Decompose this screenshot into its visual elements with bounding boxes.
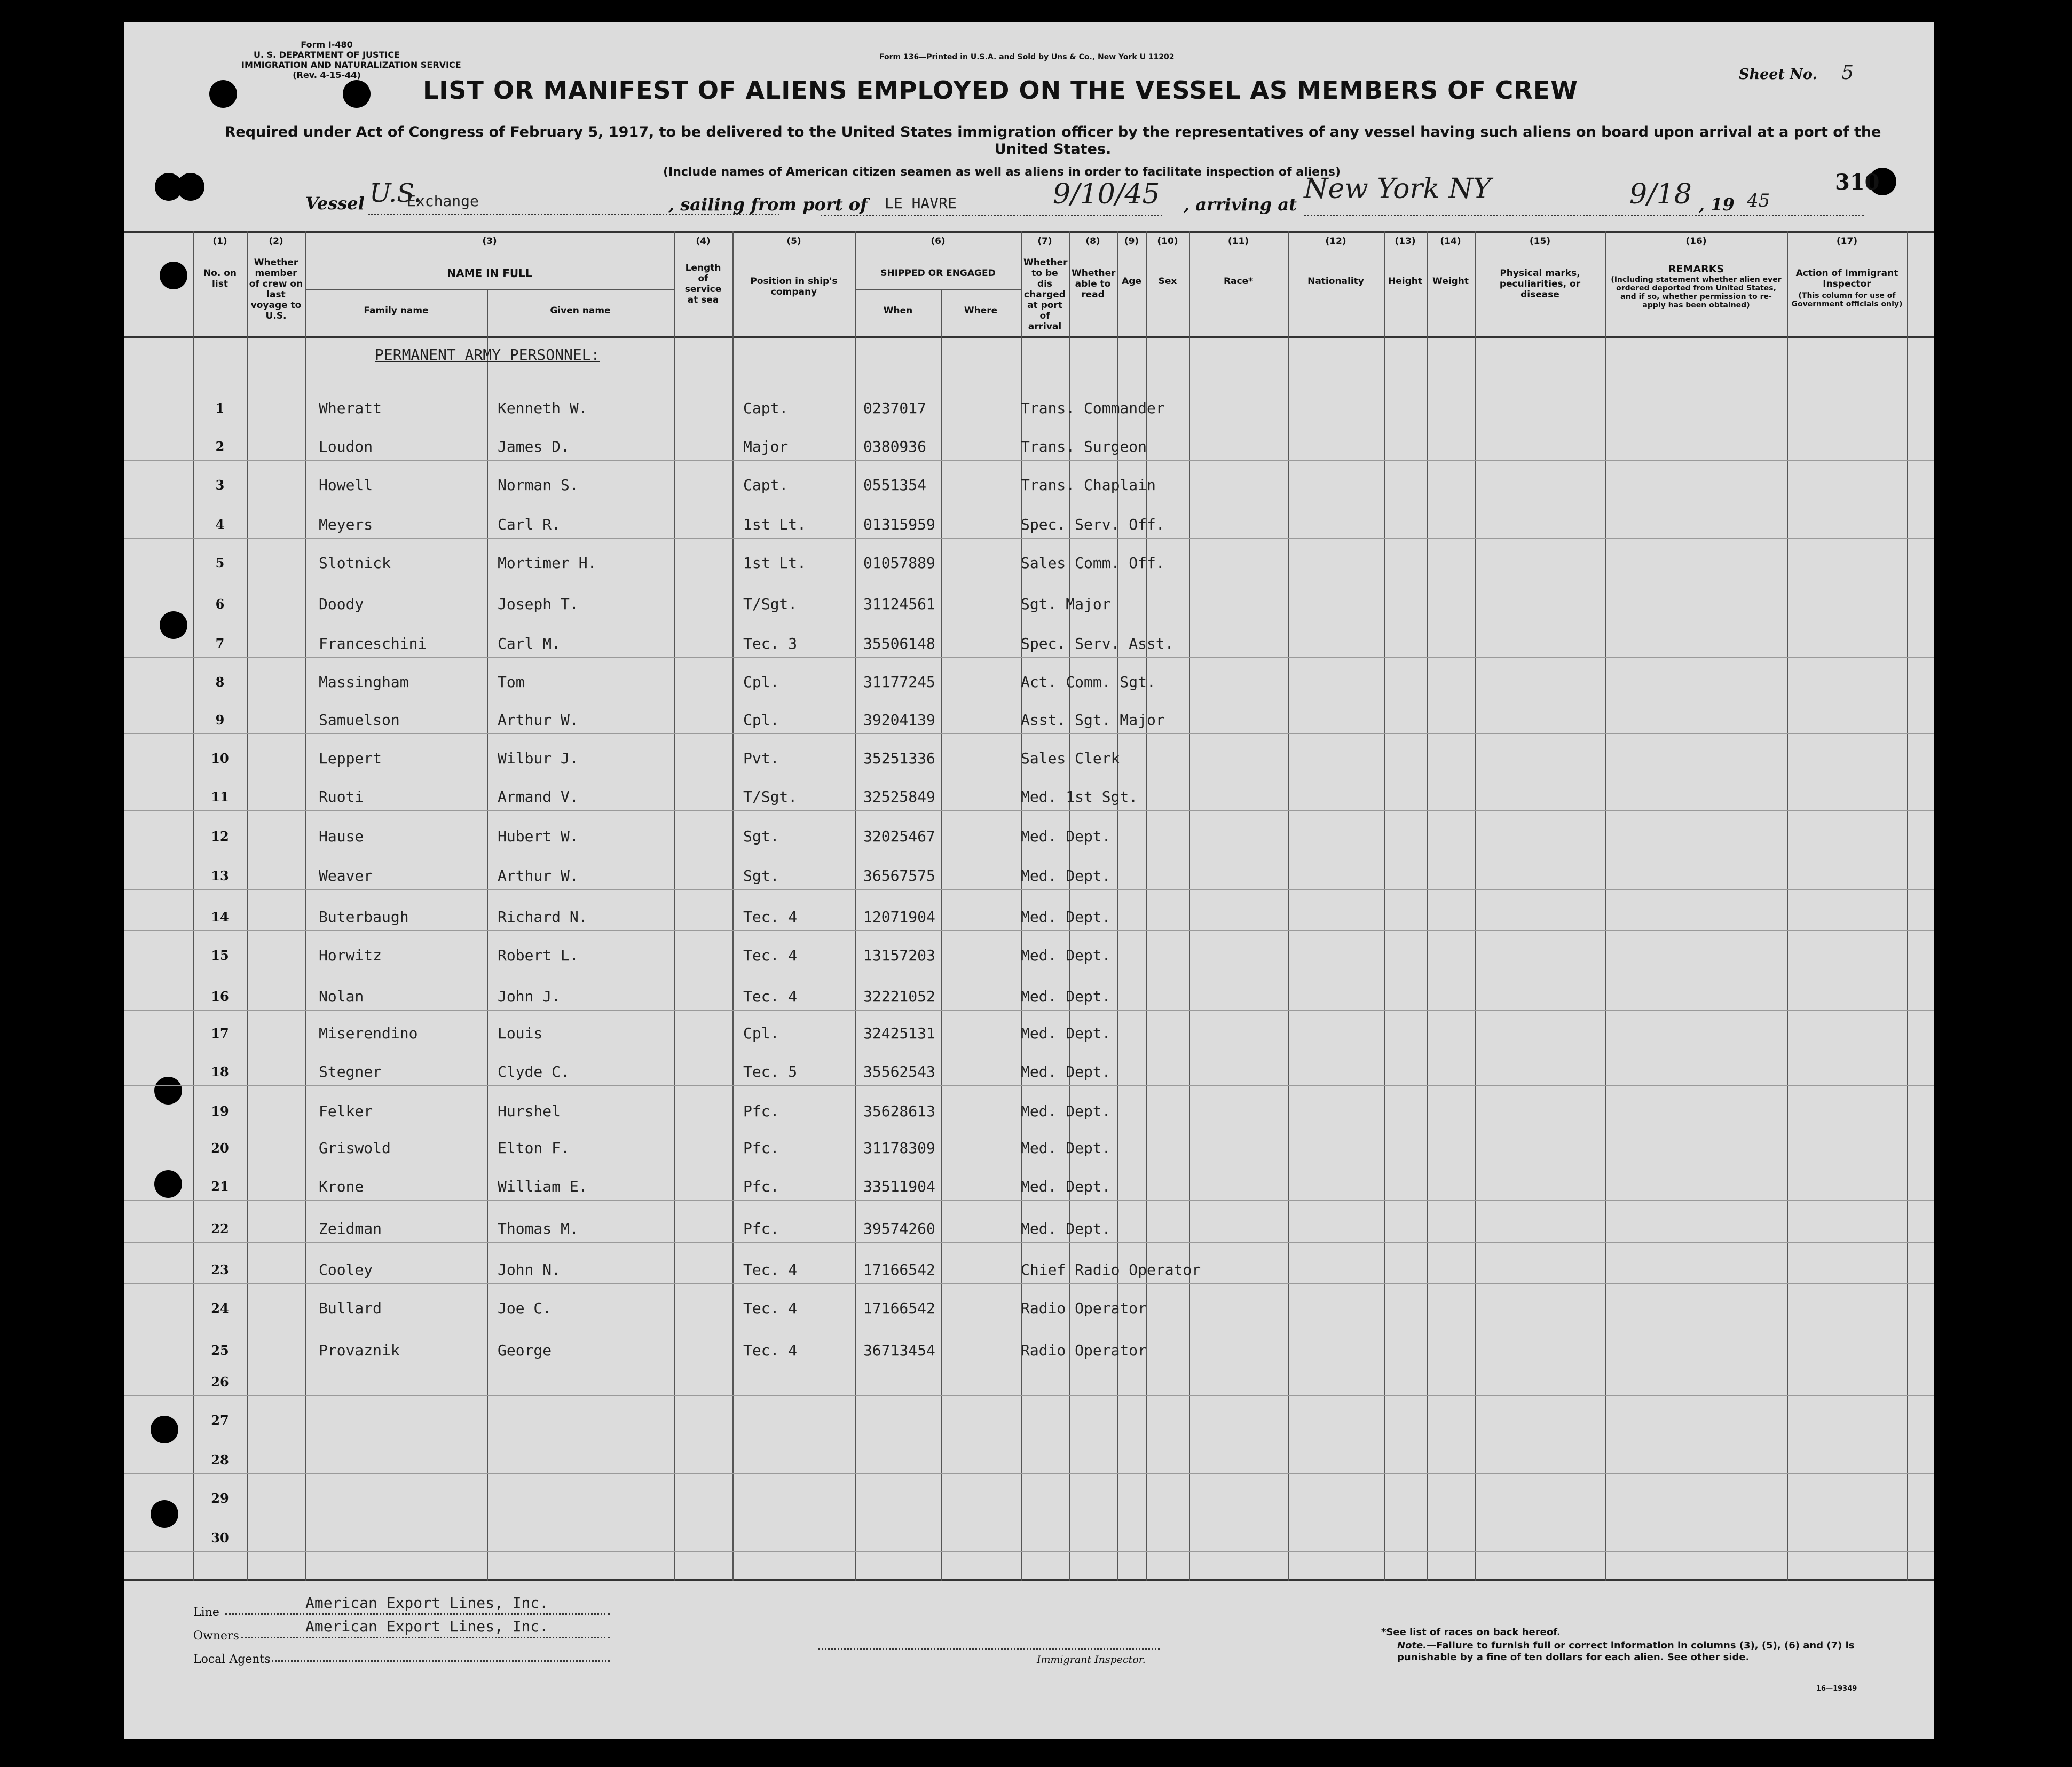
position-cell: Pfc. — [743, 1178, 779, 1195]
family-name-cell: Cooley — [319, 1260, 373, 1279]
col-header-no-on-list: No. on list — [203, 268, 237, 289]
row-number: 25 — [211, 1342, 229, 1358]
row-number: 5 — [215, 555, 225, 571]
row-number: 27 — [211, 1413, 229, 1429]
fine-note — [1397, 1640, 1878, 1663]
position-cell: Pfc. — [743, 1220, 779, 1238]
department-name: U. S. DEPARTMENT OF JUSTICE — [253, 50, 400, 60]
shipped-when-cell: 13157203 — [863, 946, 935, 964]
col-header-able-to-read: Whether able to read — [1072, 268, 1116, 300]
remark-cell: Med. Dept. — [1021, 1102, 1111, 1120]
family-name-cell: Franceschini — [319, 634, 427, 652]
position-cell: Sgt. — [743, 867, 779, 885]
col-header-given-name: Given name — [550, 305, 611, 316]
position-cell: Sgt. — [743, 827, 779, 846]
given-name-cell: John N. — [498, 1260, 561, 1279]
given-name-cell: Joseph T. — [498, 595, 579, 613]
row-number: 9 — [215, 712, 225, 728]
row-number: 22 — [211, 1221, 229, 1237]
row-number: 1 — [215, 400, 225, 416]
row-number: 7 — [215, 635, 225, 651]
family-name-cell: Felker — [319, 1102, 373, 1120]
remark-cell: Chief Radio Operator — [1021, 1260, 1201, 1279]
shipped-when-cell: 32425131 — [863, 1024, 935, 1042]
col-header-discharged: Whether to be dis charged at port of arrival — [1023, 257, 1068, 332]
position-cell: Cpl. — [743, 1024, 779, 1042]
family-name-cell: Meyers — [319, 516, 373, 534]
printer-note: Form 136—Printed in U.S.A. and Sold by Uns & Co., New York U 11202 — [879, 53, 1175, 61]
given-name-cell: Carl M. — [498, 634, 561, 652]
family-name-cell: Doody — [319, 595, 364, 613]
remark-cell: Med. Dept. — [1021, 1062, 1111, 1080]
row-number: 8 — [215, 674, 225, 690]
year-prefix: , 19 — [1699, 194, 1735, 215]
col-header-when: When — [883, 305, 913, 316]
family-name-cell: Massingham — [319, 673, 409, 691]
owners-value: American Export Lines, Inc. — [305, 1618, 549, 1635]
remark-cell: Med. Dept. — [1021, 1220, 1111, 1238]
row-number: 26 — [211, 1374, 229, 1390]
col-header-inspector-detail: (This column for use of Government officials only) — [1791, 291, 1903, 309]
position-cell: 1st Lt. — [743, 554, 807, 572]
shipped-when-cell: 0380936 — [863, 438, 927, 455]
col-header-remarks: REMARKS — [1668, 263, 1724, 275]
punch-hole — [343, 80, 371, 108]
row-number: 4 — [215, 517, 225, 533]
position-cell: Cpl. — [743, 711, 779, 729]
remark-cell: Asst. Sgt. Major — [1021, 711, 1165, 729]
given-name-cell: Carl R. — [498, 516, 561, 534]
col-header-inspector-action: Action of Immigrant Inspector — [1795, 268, 1898, 289]
given-name-cell: Joe C. — [498, 1299, 552, 1317]
row-number: 28 — [211, 1452, 229, 1468]
remark-cell: Radio Operator — [1021, 1341, 1147, 1359]
remark-cell: Med. Dept. — [1021, 1139, 1111, 1157]
page-number: 310 — [1835, 170, 1880, 195]
shipped-when-cell: 31124561 — [863, 595, 935, 613]
col-num: (6) — [931, 236, 946, 247]
given-name-cell: Elton F. — [498, 1139, 570, 1157]
remark-cell: Med. Dept. — [1021, 867, 1111, 885]
col-header-sex: Sex — [1158, 276, 1177, 287]
remark-cell: Spec. Serv. Off. — [1021, 516, 1165, 534]
position-cell: Tec. 4 — [743, 908, 798, 926]
family-name-cell: Provaznik — [319, 1341, 400, 1359]
shipped-when-cell: 0551354 — [863, 476, 927, 494]
shipped-when-cell: 12071904 — [863, 908, 935, 926]
col-header-remarks-detail: (Including statement whether alien ever ordered deported from United States, and if so, whether permission to re-apply has been obtained) — [1611, 275, 1782, 310]
shipped-when-cell: 31177245 — [863, 673, 935, 691]
position-cell: Major — [743, 438, 789, 455]
shipped-when-cell: 36713454 — [863, 1341, 935, 1359]
family-name-cell: Hause — [319, 827, 364, 846]
family-name-cell: Ruoti — [319, 787, 364, 806]
col-header-age: Age — [1122, 276, 1141, 287]
given-name-cell: Kenneth W. — [498, 399, 588, 417]
position-cell: Pvt. — [743, 750, 779, 768]
remark-cell: Med. Dept. — [1021, 987, 1111, 1005]
line-label: Line — [193, 1606, 219, 1619]
shipped-when-cell: 01315959 — [863, 516, 935, 534]
remark-cell: Trans. Chaplain — [1021, 476, 1156, 494]
shipped-when-cell: 0237017 — [863, 399, 927, 417]
punch-hole — [209, 80, 237, 108]
sailing-date: 9/10/45 — [1053, 178, 1160, 210]
col-header-nationality: Nationality — [1307, 276, 1364, 287]
shipped-when-cell: 31178309 — [863, 1139, 935, 1157]
inspector-label: Immigrant Inspector. — [1037, 1654, 1146, 1666]
shipped-when-cell: 01057889 — [863, 554, 935, 572]
position-cell: Pfc. — [743, 1102, 779, 1120]
family-name-cell: Weaver — [319, 867, 373, 885]
col-header-name-in-full: NAME IN FULL — [447, 267, 532, 280]
position-cell: Capt. — [743, 476, 789, 494]
family-name-cell: Nolan — [319, 987, 364, 1005]
row-number: 6 — [215, 596, 225, 612]
position-cell: T/Sgt. — [743, 595, 798, 613]
remark-cell: Med. Dept. — [1021, 1024, 1111, 1042]
position-cell: 1st Lt. — [743, 516, 807, 534]
given-name-cell: Hubert W. — [498, 827, 579, 846]
row-number: 16 — [211, 988, 229, 1004]
form-code: 16—19349 — [1816, 1685, 1857, 1693]
manifest-sheet — [124, 22, 1934, 1739]
department-block — [241, 40, 461, 80]
remark-cell: Sales Comm. Off. — [1021, 554, 1165, 572]
shipped-when-cell: 35251336 — [863, 750, 935, 768]
given-name-cell: Wilbur J. — [498, 750, 579, 768]
punch-hole — [177, 173, 204, 201]
col-num: (15) — [1529, 236, 1551, 247]
note-text: —Failure to furnish full or correct information in columns (3), (5), (6) and (7) is punishable by a fine of ten dollars for each alien. See other side. — [1397, 1640, 1855, 1663]
shipped-when-cell: 39204139 — [863, 711, 935, 729]
sailing-port: LE HAVRE — [885, 194, 957, 212]
row-number: 12 — [211, 829, 229, 845]
given-name-cell: George — [498, 1341, 552, 1359]
row-number: 29 — [211, 1490, 229, 1506]
col-header-physical-marks: Physical marks, peculiarities, or disease — [1499, 268, 1581, 300]
shipped-when-cell: 35628613 — [863, 1102, 935, 1120]
row-number: 23 — [211, 1261, 229, 1277]
position-cell: Tec. 5 — [743, 1062, 798, 1080]
family-name-cell: Howell — [319, 476, 373, 494]
row-number: 14 — [211, 909, 229, 925]
col-num: (11) — [1227, 236, 1249, 247]
remark-cell: Med. Dept. — [1021, 827, 1111, 846]
col-header-crew-last-voyage: Whether member of crew on last voyage to U.S. — [249, 257, 303, 321]
position-cell: Tec. 4 — [743, 1260, 798, 1279]
position-cell: Pfc. — [743, 1139, 779, 1157]
col-num: (4) — [696, 236, 711, 247]
col-header-position: Position in ship's company — [750, 276, 838, 297]
given-name-cell: Clyde C. — [498, 1062, 570, 1080]
row-number: 24 — [211, 1300, 229, 1316]
family-name-cell: Loudon — [319, 438, 373, 455]
shipped-when-cell: 35562543 — [863, 1062, 935, 1080]
shipped-when-cell: 17166542 — [863, 1299, 935, 1317]
crew-table — [124, 231, 1934, 1581]
family-name-cell: Horwitz — [319, 946, 382, 964]
row-number: 18 — [211, 1063, 229, 1079]
shipped-when-cell: 35506148 — [863, 634, 935, 652]
remark-cell: Trans. Surgeon — [1021, 438, 1147, 455]
col-num: (5) — [786, 236, 801, 247]
form-revision: (Rev. 4-15-44) — [293, 70, 361, 80]
col-header-race: Race* — [1223, 276, 1254, 287]
col-num: (9) — [1124, 236, 1139, 247]
col-num: (2) — [269, 236, 283, 247]
position-cell: Tec. 4 — [743, 1341, 798, 1359]
position-cell: Tec. 4 — [743, 1299, 798, 1317]
row-number: 2 — [215, 439, 225, 454]
form-title: LIST OR MANIFEST OF ALIENS EMPLOYED ON THE VESSEL AS MEMBERS OF CREW — [423, 76, 1579, 105]
race-note: *See list of races on back hereof. — [1381, 1627, 1561, 1638]
position-cell: Tec. 4 — [743, 987, 798, 1005]
col-num: (16) — [1685, 236, 1707, 247]
arriving-label: , arriving at — [1184, 194, 1297, 215]
family-name-cell: Zeidman — [319, 1220, 382, 1238]
requirement-text: Required under Act of Congress of February 5, 1917, to be delivered to the United States immigration officer by the representatives of any vessel having such aliens on board upon arrival at a port of the United States. — [224, 124, 1881, 157]
remark-cell: Med. Dept. — [1021, 908, 1111, 926]
remark-cell: Spec. Serv. Asst. — [1021, 634, 1174, 652]
sheet-value: 5 — [1841, 62, 1854, 84]
given-name-cell: John J. — [498, 987, 561, 1005]
row-number: 17 — [211, 1025, 229, 1041]
family-name-cell: Wheratt — [319, 399, 382, 417]
row-number: 30 — [211, 1530, 229, 1546]
owners-label: Owners — [193, 1629, 239, 1643]
family-name-cell: Stegner — [319, 1062, 382, 1080]
col-num: (10) — [1157, 236, 1178, 247]
sailing-label: , sailing from port of — [668, 194, 868, 215]
col-header-length-of-service: Length of service at sea — [684, 263, 722, 305]
remark-cell: Trans. Commander — [1021, 399, 1165, 417]
family-name-cell: Slotnick — [319, 554, 391, 572]
position-cell: Tec. 3 — [743, 634, 798, 652]
remark-cell: Med. Dept. — [1021, 1178, 1111, 1195]
sheet-label: Sheet No. — [1739, 66, 1817, 83]
given-name-cell: Arthur W. — [498, 711, 579, 729]
family-name-cell: Griswold — [319, 1139, 391, 1157]
family-name-cell: Krone — [319, 1178, 364, 1195]
row-number: 15 — [211, 947, 229, 963]
row-number: 11 — [211, 788, 229, 804]
family-name-cell: Miserendino — [319, 1024, 418, 1042]
col-header-where: Where — [964, 305, 998, 316]
given-name-cell: Thomas M. — [498, 1220, 579, 1238]
position-cell: Tec. 4 — [743, 946, 798, 964]
col-num: (3) — [482, 236, 497, 247]
agents-label: Local Agents — [193, 1653, 271, 1666]
position-cell: Cpl. — [743, 673, 779, 691]
year-suffix: 45 — [1747, 190, 1770, 211]
col-num: (1) — [212, 236, 227, 247]
shipped-when-cell: 32025467 — [863, 827, 935, 846]
row-number: 21 — [211, 1179, 229, 1194]
arriving-date: 9/18 — [1629, 178, 1692, 210]
row-number: 3 — [215, 477, 225, 493]
shipped-when-cell: 32525849 — [863, 787, 935, 806]
given-name-cell: Norman S. — [498, 476, 579, 494]
given-name-cell: James D. — [498, 438, 570, 455]
col-num: (17) — [1836, 236, 1858, 247]
given-name-cell: Arthur W. — [498, 867, 579, 885]
vessel-name: Exchange — [407, 192, 479, 210]
given-name-cell: Hurshel — [498, 1102, 561, 1120]
row-number: 20 — [211, 1140, 229, 1156]
given-name-cell: William E. — [498, 1178, 588, 1195]
row-number: 19 — [211, 1103, 229, 1119]
note-label: Note. — [1397, 1640, 1427, 1651]
line-value: American Export Lines, Inc. — [305, 1594, 549, 1612]
col-header-weight: Weight — [1432, 276, 1469, 287]
row-number: 10 — [211, 751, 229, 767]
col-num: (8) — [1085, 236, 1100, 247]
shipped-when-cell: 32221052 — [863, 987, 935, 1005]
family-name-cell: Buterbaugh — [319, 908, 409, 926]
shipped-when-cell: 39574260 — [863, 1220, 935, 1238]
family-name-cell: Leppert — [319, 750, 382, 768]
arriving-port: New York NY — [1304, 173, 1492, 205]
remark-cell: Act. Comm. Sgt. — [1021, 673, 1156, 691]
remark-cell: Sales Clerk — [1021, 750, 1120, 768]
given-name-cell: Mortimer H. — [498, 554, 597, 572]
shipped-when-cell: 36567575 — [863, 867, 935, 885]
remark-cell: Sgt. Major — [1021, 595, 1111, 613]
col-num: (13) — [1395, 236, 1416, 247]
vessel-prefix: U.S. — [369, 178, 422, 208]
col-num: (14) — [1440, 236, 1461, 247]
section-heading: PERMANENT ARMY PERSONNEL: — [375, 346, 600, 364]
remark-cell: Med. Dept. — [1021, 946, 1111, 964]
given-name-cell: Richard N. — [498, 908, 588, 926]
given-name-cell: Louis — [498, 1024, 543, 1042]
given-name-cell: Armand V. — [498, 787, 579, 806]
shipped-when-cell: 33511904 — [863, 1178, 935, 1195]
family-name-cell: Samuelson — [319, 711, 400, 729]
service-name: IMMIGRATION AND NATURALIZATION SERVICE — [241, 60, 461, 70]
remark-cell: Med. 1st Sgt. — [1021, 787, 1138, 806]
include-note: (Include names of American citizen seamen as well as aliens in order to facilitate inspection of aliens) — [663, 165, 1341, 179]
position-cell: T/Sgt. — [743, 787, 798, 806]
form-id: Form I-480 — [301, 40, 353, 50]
shipped-when-cell: 17166542 — [863, 1260, 935, 1279]
col-header-height: Height — [1388, 276, 1422, 287]
col-header-family-name: Family name — [364, 305, 429, 316]
remark-cell: Radio Operator — [1021, 1299, 1147, 1317]
given-name-cell: Tom — [498, 673, 525, 691]
position-cell: Capt. — [743, 399, 789, 417]
family-name-cell: Bullard — [319, 1299, 382, 1317]
sheet-number — [1739, 62, 1854, 84]
col-num: (7) — [1037, 236, 1052, 247]
given-name-cell: Robert L. — [498, 946, 579, 964]
col-header-shipped-or-engaged: SHIPPED OR ENGAGED — [880, 268, 996, 279]
col-num: (12) — [1325, 236, 1346, 247]
row-number: 13 — [211, 868, 229, 884]
vessel-label: Vessel — [305, 193, 365, 214]
